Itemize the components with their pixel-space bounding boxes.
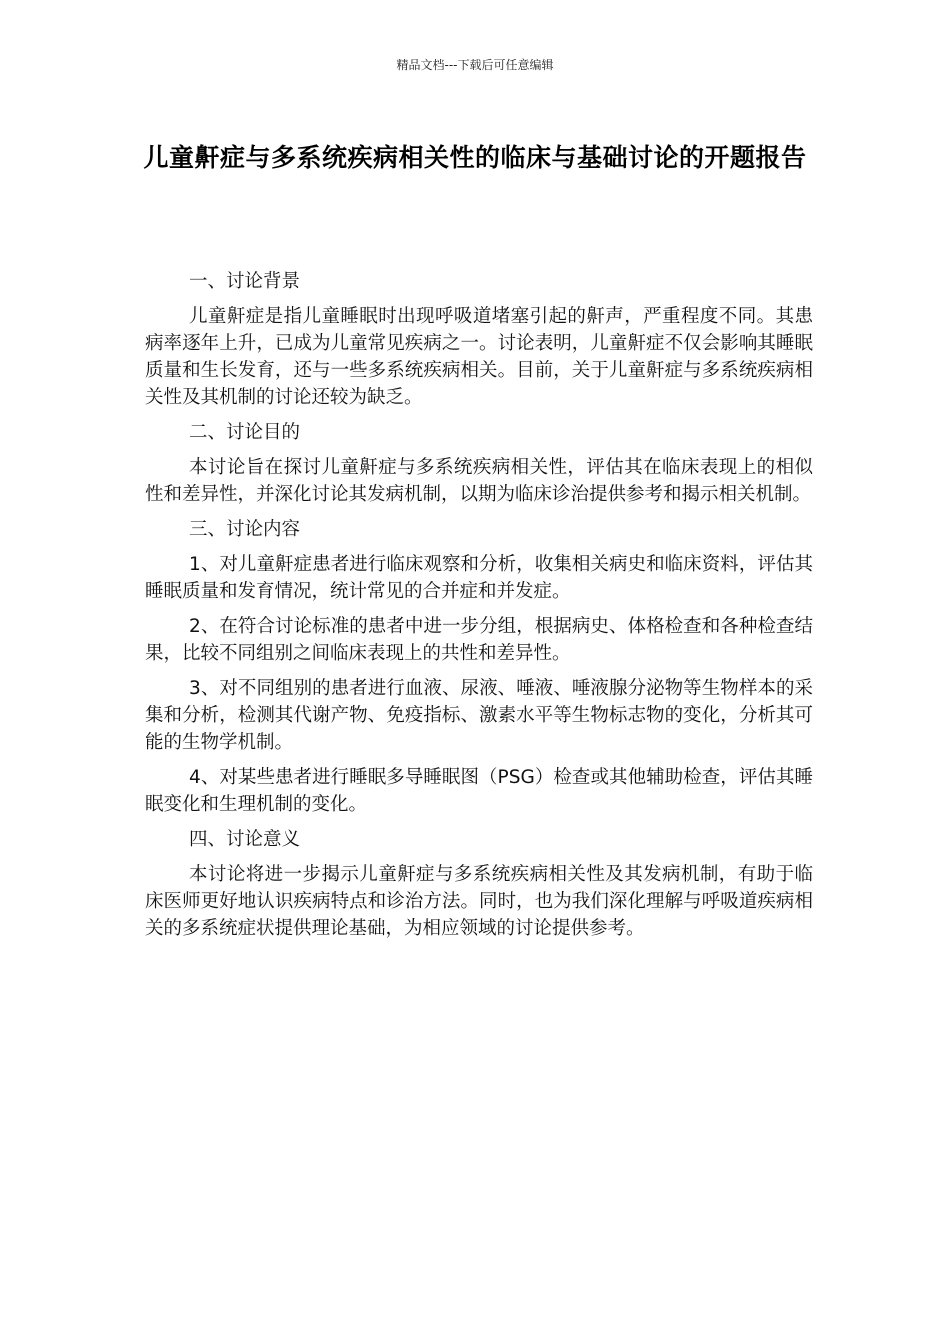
section-heading-content: 三、讨论内容 <box>189 519 301 540</box>
paragraph-content-item-2: 2、在符合讨论标准的患者中进一步分组，根据病史、体格检查和各种检查结果，比较不同组别之间临床表现上的共性和差异性。 <box>145 616 813 664</box>
paragraph-content-item-4: 4、对某些患者进行睡眠多导睡眠图（PSG）检查或其他辅助检查，评估其睡眠变化和生理机制的变化。 <box>145 767 813 815</box>
document-title: 儿童鼾症与多系统疾病相关性的临床与基础讨论的开题报告 <box>143 143 807 172</box>
paragraph-significance: 本讨论将进一步揭示儿童鼾症与多系统疾病相关性及其发病机制，有助于临床医师更好地认识疾病特点和诊治方法。同时，也为我们深化理解与呼吸道疾病相关的多系统症状提供理论基础，为相应领域的讨论提供参考。 <box>145 864 813 939</box>
document-body <box>145 268 813 950</box>
page-header: 精品文档---下载后可任意编辑 <box>396 58 554 72</box>
paragraph-content-item-1: 1、对儿童鼾症患者进行临床观察和分析，收集相关病史和临床资料，评估其睡眠质量和发育情况，统计常见的合并症和并发症。 <box>145 554 813 602</box>
paragraph-content-item-3: 3、对不同组别的患者进行血液、尿液、唾液、唾液腺分泌物等生物样本的采集和分析，检测其代谢产物、免疫指标、激素水平等生物标志物的变化，分析其可能的生物学机制。 <box>145 678 813 753</box>
paragraph-purpose: 本讨论旨在探讨儿童鼾症与多系统疾病相关性，评估其在临床表现上的相似性和差异性，并深化讨论其发病机制，以期为临床诊治提供参考和揭示相关机制。 <box>145 457 813 505</box>
section-heading-significance: 四、讨论意义 <box>189 829 301 850</box>
section-heading-background: 一、讨论背景 <box>189 271 301 292</box>
section-heading-purpose: 二、讨论目的 <box>189 422 301 443</box>
paragraph-background: 儿童鼾症是指儿童睡眠时出现呼吸道堵塞引起的鼾声，严重程度不同。其患病率逐年上升，已成为儿童常见疾病之一。讨论表明，儿童鼾症不仅会影响其睡眠质量和生长发育，还与一些多系统疾病相关。目前，关于儿童鼾症与多系统疾病相关性及其机制的讨论还较为缺乏。 <box>145 306 813 408</box>
